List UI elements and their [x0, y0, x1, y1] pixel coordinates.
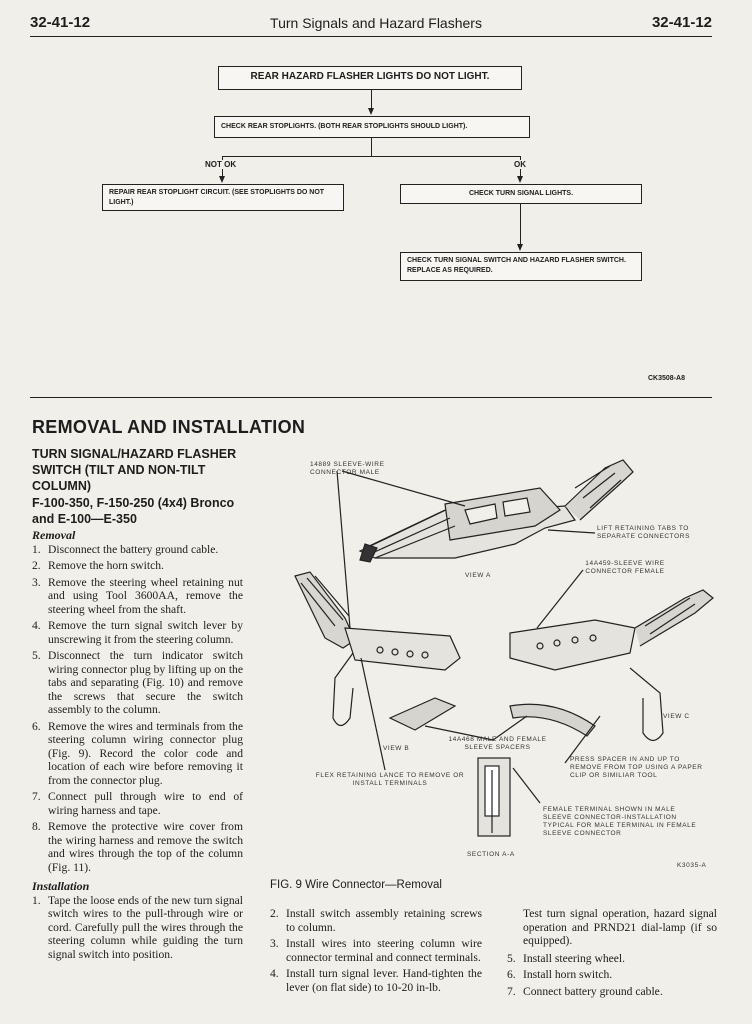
- page-number-left: 32-41-12: [30, 14, 91, 31]
- installation-heading: Installation: [32, 879, 90, 893]
- label-flex-lance: FLEX RETAINING LANCE TO REMOVE OR INSTALL TERMINALS: [315, 772, 465, 787]
- flow-connector: [371, 138, 372, 156]
- label-female-terminal: FEMALE TERMINAL SHOWN IN MALE SLEEVE CONNECTOR-INSTALLATION TYPICAL FOR MALE TERMINAL IN FEMALE SLEEVE CONNECTOR: [543, 806, 697, 837]
- label-section-a-a: SECTION A-A: [467, 851, 515, 858]
- flowchart-code: CK3508-A8: [648, 375, 685, 382]
- leader-line: [361, 658, 385, 770]
- flow-arrow: [517, 244, 523, 251]
- label-press-spacer: PRESS SPACER IN AND UP TO REMOVE FROM TOP USING A PAPER CLIP OR SIMILIAR TOOL: [570, 756, 703, 779]
- section-rule: [30, 397, 712, 398]
- list-item: 6. Install horn switch.: [507, 968, 613, 981]
- figure-code: K3035-A: [677, 862, 707, 869]
- list-item: 7. Connect pull through wire to end of wiring harness and tape.: [32, 790, 243, 817]
- test-paragraph: Test turn signal operation, hazard signal operation and PRND21 dial-lamp (if so equipped).: [523, 907, 717, 947]
- list-item: 8. Remove the protective wire cover from the wiring harness and remove the switch and wires through the top of the column (Fig. 11).: [32, 820, 243, 874]
- removal-heading: Removal: [32, 528, 76, 542]
- label-view-a: VIEW A: [465, 572, 491, 579]
- label-lift-tabs: LIFT RETAINING TABS TO SEPARATE CONNECTORS: [597, 525, 691, 540]
- list-item: 2. Install switch assembly retaining screws to column.: [270, 907, 482, 934]
- subsection-title: TURN SIGNAL/HAZARD FLASHER SWITCH (TILT AND NON-TILT COLUMN): [32, 447, 237, 493]
- list-item: 6. Remove the wires and terminals from the steering column wiring connector plug (Fig. 9). Record the color code and location of each wire before removing it from the connector plug.: [32, 719, 243, 787]
- flow-label-ok: OK: [514, 160, 526, 169]
- figure-caption: FIG. 9 Wire Connector—Removal: [270, 879, 442, 891]
- section-title: REMOVAL AND INSTALLATION: [32, 417, 306, 437]
- list-item: 2. Remove the horn switch.: [32, 559, 164, 572]
- section-a-a: [478, 758, 540, 836]
- list-item: 7. Connect battery ground cable.: [507, 984, 663, 998]
- list-item: 1. Tape the loose ends of the new turn signal switch wires to the pull-through wire or cord. Carefully pull the wires through the steering column while guiding the turn signal switch into position.: [32, 893, 243, 961]
- list-item: 5. Install steering wheel.: [507, 951, 626, 965]
- removal-steps: [32, 543, 243, 875]
- installation-col3: [507, 907, 717, 1001]
- label-view-b: VIEW B: [383, 745, 410, 752]
- list-item: 4. Remove the turn signal switch lever by unscrewing it from the steering column.: [32, 619, 243, 646]
- flow-box-check-switch: CHECK TURN SIGNAL SWITCH AND HAZARD FLASHER SWITCH. REPLACE AS REQUIRED.: [400, 252, 642, 281]
- installation-steps-col1: [32, 894, 243, 962]
- list-item: 3. Remove the steering wheel retaining nut and using Tool 3600AA, remove the steering wheel from the shaft.: [32, 575, 243, 616]
- installation-steps-col3: [507, 952, 717, 999]
- flow-branch-line: [222, 156, 520, 157]
- flow-box-symptom: REAR HAZARD FLASHER LIGHTS DO NOT LIGHT.: [218, 66, 522, 90]
- figure-wire-connector: [265, 448, 720, 888]
- label-female-connector: 14A459-SLEEVE WIRE CONNECTOR FEMALE: [585, 560, 665, 575]
- flow-box-repair-stoplight: REPAIR REAR STOPLIGHT CIRCUIT. (SEE STOPLIGHTS DO NOT LIGHT.): [102, 184, 344, 211]
- spacer-male: [390, 698, 455, 730]
- list-item: 5. Disconnect the turn indicator switch wiring connector plug by lifting up on the tabs and separating (Fig. 10) and remove the screws that secure the switch assembly to the column.: [32, 649, 243, 716]
- leader-line: [548, 530, 595, 533]
- list-item: 1. Disconnect the battery ground cable.: [32, 542, 219, 556]
- list-item: 3. Install wires into steering column wire connector terminal and connect terminals.: [270, 937, 482, 964]
- leader-line: [537, 570, 583, 628]
- installation-steps-col2: [270, 907, 482, 994]
- flow-arrow: [517, 176, 523, 183]
- flow-arrow: [368, 108, 374, 115]
- label-spacers: 14A468 MALE AND FEMALE SLEEVE SPACERS: [448, 736, 547, 751]
- label-male-connector: 14889 SLEEVE-WIRE CONNECTOR MALE: [310, 461, 385, 476]
- flow-box-check-turn-signal: CHECK TURN SIGNAL LIGHTS.: [400, 184, 642, 204]
- flow-connector: [371, 90, 372, 108]
- model-list: F-100-350, F-150-250 (4x4) Bronco and E-100—E-350: [32, 496, 235, 526]
- flow-arrow: [219, 176, 225, 183]
- spacer-female: [510, 704, 595, 736]
- flow-label-not-ok: NOT OK: [205, 160, 237, 169]
- list-item: 4. Install turn signal lever. Hand-tighten the lever (on flat side) to 10-20 in-lb.: [270, 967, 482, 994]
- label-view-c: VIEW C: [663, 713, 690, 720]
- header-rule: [30, 36, 712, 37]
- page-title: Turn Signals and Hazard Flashers: [270, 15, 482, 31]
- page-number-right: 32-41-12: [651, 14, 712, 31]
- left-column: [32, 446, 243, 964]
- flow-box-check-stoplights: CHECK REAR STOPLIGHTS. (BOTH REAR STOPLIGHTS SHOULD LIGHT).: [214, 116, 530, 138]
- flow-connector: [520, 204, 521, 244]
- installation-col2: [270, 907, 482, 997]
